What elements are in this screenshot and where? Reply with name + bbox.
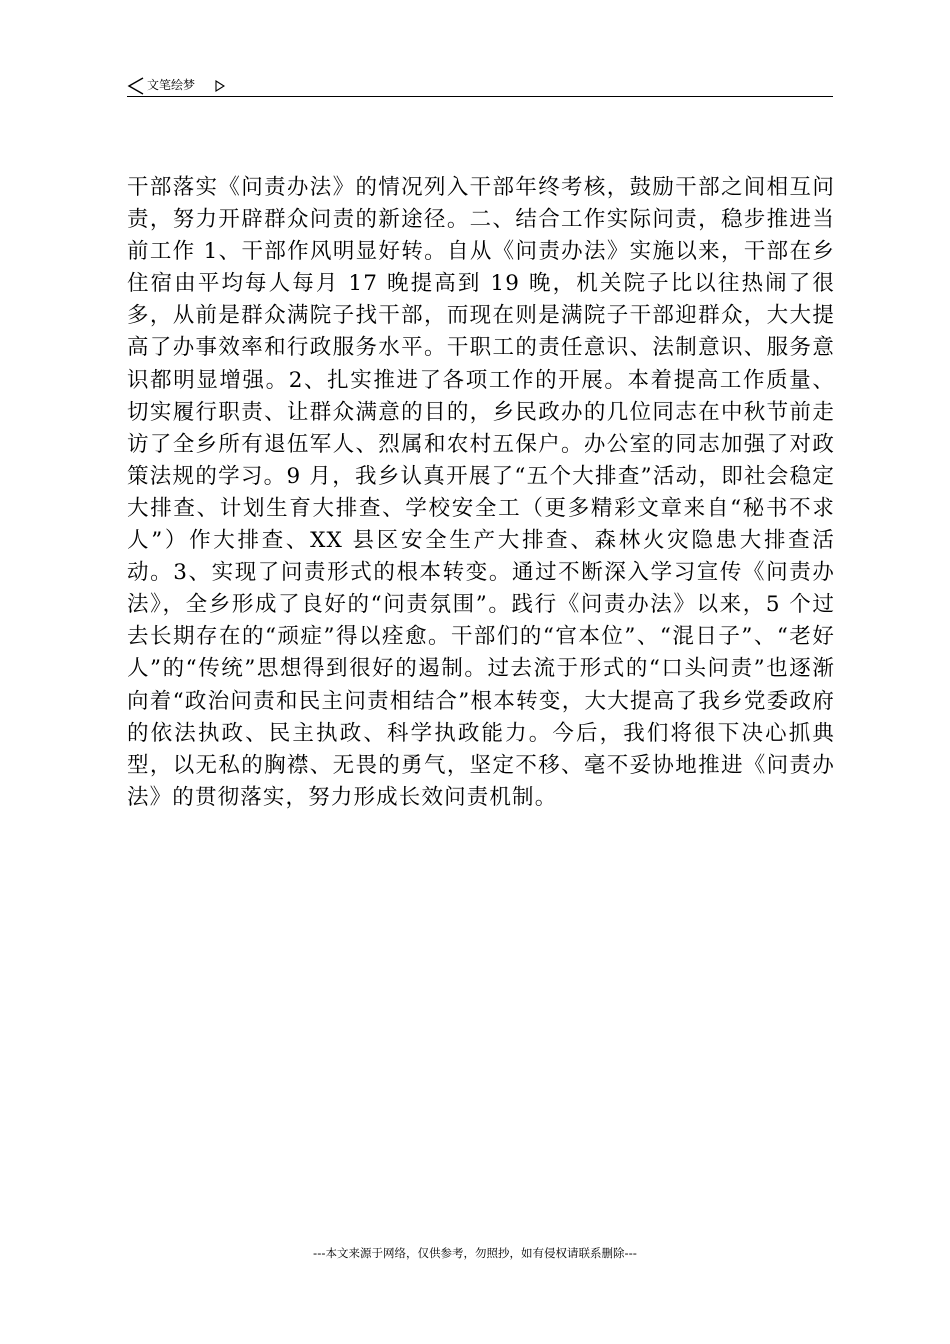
- document-body: 干部落实《问责办法》的情况列入干部年终考核，鼓励干部之间相互问责，努力开辟群众问责的新途径。二、结合工作实际问责，稳步推进当前工作 1、干部作风明显好转。自从《问责办法》实施以来，干部在乡住宿由平均每人每月 17 晚提高到 19 晚，机关院子比以往热闹了很多，从前是群众满院子找干部，而现在则是满院子干部迎群众，大大提高了办事效率和行政服务水平。干职工的责任意识、法制意识、服务意识都明显增强。2、扎实推进了各项工作的开展。本着提高工作质量、切实履行职责、让群众满意的目的，乡民政办的几位同志在中秋节前走访了全乡所有退伍军人、烈属和农村五保户。办公室的同志加强了对政策法规的学习。9 月，我乡认真开展了“五个大排查”活动，即社会稳定大排查、计划生育大排查、学校安全工（更多精彩文章来自“秘书不求人”）作大排查、XX 县区安全生产大排查、森林火灾隐患大排查活动。3、实现了问责形式的根本转变。通过不断深入学习宣传《问责办法》，全乡形成了良好的“问责氛围”。践行《问责办法》以来，5 个过去长期存在的“顽症”得以痊愈。干部们的“官本位”、“混日子”、“老好人”的“传统”思想得到很好的遏制。过去流于形式的“口头问责”也逐渐向着“政治问责和民主问责相结合”根本转变，大大提高了我乡党委政府的依法执政、民主执政、科学执政能力。今后，我们将很下决心抓典型，以无私的胸襟、无畏的勇气，坚定不移、毫不妥协地推进《问责办法》的贯彻落实，努力形成长效问责机制。: [127, 175, 835, 810]
- footer-disclaimer: ---本文来源于网络，仅供参考，勿照抄，如有侵权请联系删除---: [313, 1246, 637, 1260]
- triangle-left-outline-icon: [127, 77, 145, 95]
- header-title: 文笔绘梦: [147, 78, 196, 92]
- triangle-right-outline-icon: [215, 77, 225, 89]
- header-divider: [127, 96, 833, 97]
- page-header: [127, 74, 833, 98]
